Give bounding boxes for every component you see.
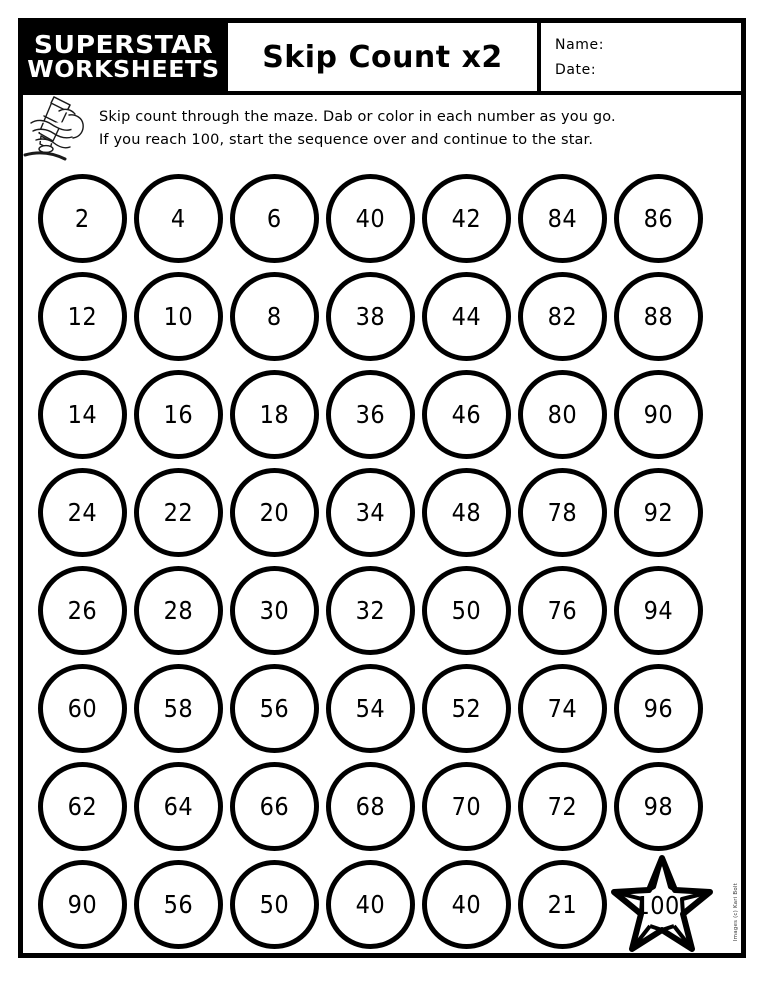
maze-cell[interactable] xyxy=(34,758,130,854)
number-bubble[interactable] xyxy=(134,370,223,459)
bubble-number: 64 xyxy=(163,791,193,821)
maze-cell[interactable] xyxy=(322,464,418,560)
maze-cell[interactable] xyxy=(34,464,130,560)
worksheet-header xyxy=(23,23,741,91)
image-credit: Images (c) Kari Bolt xyxy=(733,882,739,941)
number-bubble[interactable] xyxy=(518,272,607,361)
bubble-number: 78 xyxy=(547,497,577,527)
bubble-number: 86 xyxy=(643,203,673,233)
maze-cell[interactable] xyxy=(610,170,706,266)
maze-cell[interactable] xyxy=(418,366,514,462)
number-bubble[interactable] xyxy=(230,566,319,655)
bubble-number: 26 xyxy=(67,595,97,625)
maze-cell[interactable] xyxy=(514,758,610,854)
bubble-number: 74 xyxy=(547,693,577,723)
hand-holding-dabber-icon xyxy=(23,93,97,165)
bubble-number: 58 xyxy=(163,693,193,723)
number-bubble[interactable] xyxy=(38,468,127,557)
maze-row xyxy=(23,267,741,365)
bubble-number: 28 xyxy=(163,595,193,625)
bubble-number: 90 xyxy=(643,399,673,429)
maze-cell[interactable] xyxy=(34,562,130,658)
number-bubble[interactable] xyxy=(38,566,127,655)
maze-cell[interactable] xyxy=(130,856,226,952)
bubble-number: 50 xyxy=(451,595,481,625)
bubble-number: 50 xyxy=(259,889,289,919)
instructions-line-1: Skip count through the maze. Dab or color in each number as you go. xyxy=(99,108,616,125)
number-bubble[interactable] xyxy=(38,174,127,263)
number-bubble[interactable] xyxy=(326,566,415,655)
maze-cell[interactable] xyxy=(610,562,706,658)
name-date-box xyxy=(541,23,741,91)
bubble-number: 76 xyxy=(547,595,577,625)
number-bubble[interactable] xyxy=(614,566,703,655)
bubble-number: 36 xyxy=(355,399,385,429)
number-bubble[interactable] xyxy=(422,762,511,851)
goal-number: 100 xyxy=(635,890,681,920)
number-bubble[interactable] xyxy=(38,664,127,753)
number-bubble[interactable] xyxy=(326,174,415,263)
bubble-number: 90 xyxy=(67,889,97,919)
maze-cell[interactable] xyxy=(322,562,418,658)
number-bubble[interactable] xyxy=(518,664,607,753)
maze-goal-cell[interactable] xyxy=(610,856,706,952)
maze-cell[interactable] xyxy=(34,856,130,952)
number-bubble[interactable] xyxy=(518,762,607,851)
bubble-number: 98 xyxy=(643,791,673,821)
maze-cell[interactable] xyxy=(514,366,610,462)
page-border xyxy=(18,18,746,958)
bubble-number: 44 xyxy=(451,301,481,331)
bubble-number: 52 xyxy=(451,693,481,723)
bubble-number: 82 xyxy=(547,301,577,331)
number-bubble[interactable] xyxy=(518,860,607,949)
date-field-label: Date: xyxy=(555,61,597,78)
bubble-number: 4 xyxy=(170,203,186,233)
instructions-text xyxy=(97,106,741,153)
bubble-number: 40 xyxy=(355,203,385,233)
bubble-number: 56 xyxy=(163,889,193,919)
maze-cell[interactable] xyxy=(610,758,706,854)
bubble-number: 16 xyxy=(163,399,193,429)
bubble-number: 24 xyxy=(67,497,97,527)
maze-cell[interactable] xyxy=(322,758,418,854)
maze-cell[interactable] xyxy=(610,366,706,462)
maze-cell[interactable] xyxy=(130,758,226,854)
maze-cell[interactable] xyxy=(514,170,610,266)
maze-row xyxy=(23,855,741,953)
number-bubble[interactable] xyxy=(230,272,319,361)
maze-cell[interactable] xyxy=(130,366,226,462)
number-bubble[interactable] xyxy=(326,370,415,459)
maze-cell[interactable] xyxy=(514,856,610,952)
bubble-number: 80 xyxy=(547,399,577,429)
bubble-number: 84 xyxy=(547,203,577,233)
maze-cell[interactable] xyxy=(610,268,706,364)
number-bubble[interactable] xyxy=(230,664,319,753)
bubble-number: 72 xyxy=(547,791,577,821)
maze-row xyxy=(23,463,741,561)
number-bubble[interactable] xyxy=(326,860,415,949)
bubble-number: 32 xyxy=(355,595,385,625)
number-bubble[interactable] xyxy=(38,272,127,361)
maze-cell[interactable] xyxy=(418,758,514,854)
maze-cell[interactable] xyxy=(322,268,418,364)
number-bubble[interactable] xyxy=(326,468,415,557)
number-bubble[interactable] xyxy=(422,566,511,655)
maze-cell[interactable] xyxy=(226,464,322,560)
maze-cell[interactable] xyxy=(610,464,706,560)
maze-cell[interactable] xyxy=(418,170,514,266)
number-bubble[interactable] xyxy=(518,468,607,557)
maze-cell[interactable] xyxy=(514,464,610,560)
instructions-line-2: If you reach 100, start the sequence over and continue to the star. xyxy=(99,132,594,148)
bubble-number: 12 xyxy=(67,301,97,331)
name-field-label: Name: xyxy=(555,36,605,53)
maze-cell[interactable] xyxy=(34,170,130,266)
maze-cell[interactable] xyxy=(610,660,706,756)
maze-cell[interactable] xyxy=(322,170,418,266)
number-bubble[interactable] xyxy=(422,468,511,557)
maze-row xyxy=(23,757,741,855)
maze-cell[interactable] xyxy=(514,660,610,756)
number-bubble[interactable] xyxy=(134,174,223,263)
number-bubble[interactable] xyxy=(422,272,511,361)
maze-row xyxy=(23,169,741,267)
number-bubble[interactable] xyxy=(134,272,223,361)
title-box xyxy=(228,23,541,91)
number-bubble[interactable] xyxy=(134,762,223,851)
bubble-number: 22 xyxy=(163,497,193,527)
number-bubble[interactable] xyxy=(614,664,703,753)
bubble-number: 10 xyxy=(163,301,193,331)
number-bubble[interactable] xyxy=(326,762,415,851)
maze-cell[interactable] xyxy=(226,366,322,462)
bubble-number: 38 xyxy=(355,301,385,331)
maze-cell[interactable] xyxy=(226,268,322,364)
maze-cell[interactable] xyxy=(34,660,130,756)
bubble-number: 6 xyxy=(266,203,282,233)
number-bubble[interactable] xyxy=(230,860,319,949)
maze-cell[interactable] xyxy=(418,268,514,364)
number-bubble[interactable] xyxy=(38,370,127,459)
number-bubble[interactable] xyxy=(230,370,319,459)
maze-cell[interactable] xyxy=(514,268,610,364)
number-bubble[interactable] xyxy=(518,566,607,655)
number-bubble[interactable] xyxy=(230,762,319,851)
maze-row xyxy=(23,365,741,463)
maze-cell[interactable] xyxy=(322,366,418,462)
maze-cell[interactable] xyxy=(130,660,226,756)
number-bubble[interactable] xyxy=(326,664,415,753)
maze-cell[interactable] xyxy=(322,856,418,952)
bubble-number: 2 xyxy=(74,203,90,233)
bubble-number: 46 xyxy=(451,399,481,429)
maze-cell[interactable] xyxy=(130,562,226,658)
maze-cell[interactable] xyxy=(418,856,514,952)
number-bubble[interactable] xyxy=(38,762,127,851)
bubble-number: 96 xyxy=(643,693,673,723)
number-bubble[interactable] xyxy=(518,370,607,459)
number-bubble[interactable] xyxy=(134,860,223,949)
maze-cell[interactable] xyxy=(34,268,130,364)
bubble-number: 94 xyxy=(643,595,673,625)
star-icon[interactable] xyxy=(610,854,706,954)
bubble-number: 18 xyxy=(259,399,289,429)
number-bubble[interactable] xyxy=(38,860,127,949)
skip-count-maze xyxy=(23,169,741,949)
maze-cell[interactable] xyxy=(130,268,226,364)
number-bubble[interactable] xyxy=(518,174,607,263)
bubble-number: 88 xyxy=(643,301,673,331)
bubble-number: 92 xyxy=(643,497,673,527)
number-bubble[interactable] xyxy=(134,566,223,655)
bubble-number: 40 xyxy=(451,889,481,919)
bubble-number: 68 xyxy=(355,791,385,821)
bubble-number: 21 xyxy=(547,889,577,919)
maze-cell[interactable] xyxy=(322,660,418,756)
maze-cell[interactable] xyxy=(226,170,322,266)
number-bubble[interactable] xyxy=(614,272,703,361)
bubble-number: 66 xyxy=(259,791,289,821)
number-bubble[interactable] xyxy=(230,468,319,557)
page-title: Skip Count x2 xyxy=(262,39,503,75)
bubble-number: 14 xyxy=(67,399,97,429)
bubble-number: 54 xyxy=(355,693,385,723)
maze-row xyxy=(23,659,741,757)
brand-logo-line-1: SUPERSTAR xyxy=(33,30,214,59)
maze-cell[interactable] xyxy=(418,464,514,560)
instructions-bar xyxy=(23,91,741,163)
number-bubble[interactable] xyxy=(134,664,223,753)
maze-cell[interactable] xyxy=(130,170,226,266)
maze-cell[interactable] xyxy=(34,366,130,462)
maze-cell[interactable] xyxy=(514,562,610,658)
bubble-number: 8 xyxy=(266,301,282,331)
number-bubble[interactable] xyxy=(614,468,703,557)
bubble-number: 70 xyxy=(451,791,481,821)
bubble-number: 40 xyxy=(355,889,385,919)
number-bubble[interactable] xyxy=(614,762,703,851)
bubble-number: 34 xyxy=(355,497,385,527)
number-bubble[interactable] xyxy=(326,272,415,361)
bubble-number: 56 xyxy=(259,693,289,723)
maze-cell[interactable] xyxy=(418,660,514,756)
bubble-number: 60 xyxy=(67,693,97,723)
maze-cell[interactable] xyxy=(226,660,322,756)
number-bubble[interactable] xyxy=(422,860,511,949)
maze-cell[interactable] xyxy=(418,562,514,658)
bubble-number: 42 xyxy=(451,203,481,233)
maze-cell[interactable] xyxy=(130,464,226,560)
bubble-number: 62 xyxy=(67,791,97,821)
number-bubble[interactable] xyxy=(422,370,511,459)
bubble-number: 20 xyxy=(259,497,289,527)
number-bubble[interactable] xyxy=(134,468,223,557)
number-bubble[interactable] xyxy=(230,174,319,263)
number-bubble[interactable] xyxy=(614,174,703,263)
bubble-number: 48 xyxy=(451,497,481,527)
brand-logo-line-2: WORKSHEETS xyxy=(27,57,220,83)
maze-cell[interactable] xyxy=(226,562,322,658)
number-bubble[interactable] xyxy=(422,174,511,263)
brand-logo xyxy=(23,23,228,91)
maze-cell[interactable] xyxy=(226,856,322,952)
bubble-number: 30 xyxy=(259,595,289,625)
number-bubble[interactable] xyxy=(422,664,511,753)
maze-row xyxy=(23,561,741,659)
maze-cell[interactable] xyxy=(226,758,322,854)
number-bubble[interactable] xyxy=(614,370,703,459)
